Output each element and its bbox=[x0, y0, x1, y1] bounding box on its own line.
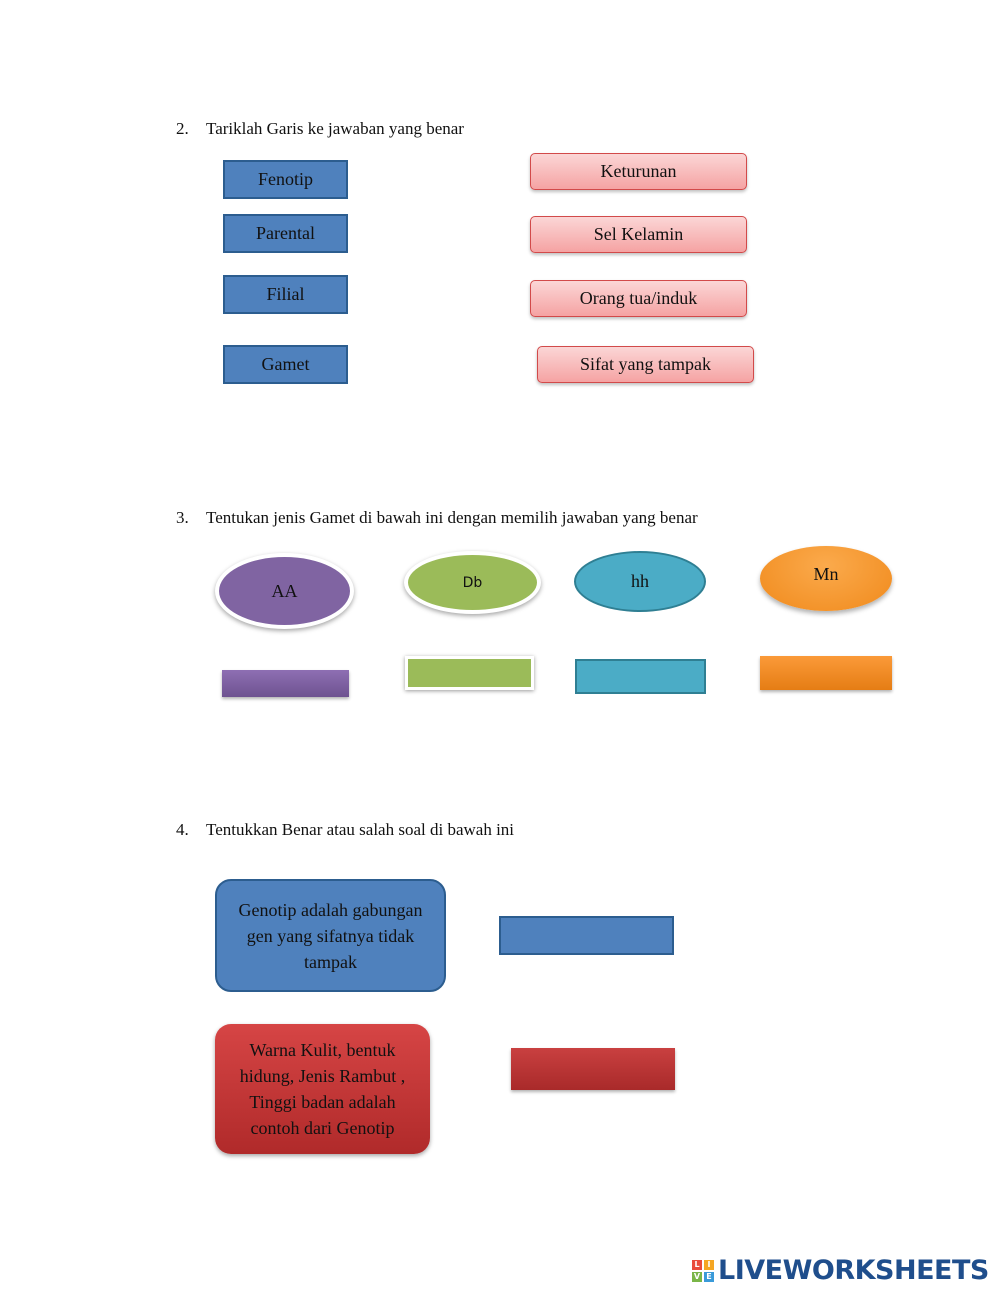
match-right-orang-tua[interactable] bbox=[530, 280, 747, 317]
match-label: Keturunan bbox=[600, 161, 677, 181]
match-left-fenotip[interactable] bbox=[223, 160, 348, 199]
match-right-sifat-tampak[interactable] bbox=[537, 346, 754, 383]
answer-box-db[interactable] bbox=[405, 656, 534, 690]
match-label: Sel Kelamin bbox=[593, 224, 684, 244]
statement-text: Genotip adalah gabungan gen yang sifatnya tidak tampak bbox=[238, 899, 423, 972]
match-right-keturunan[interactable] bbox=[530, 153, 747, 190]
genotype-label: AA bbox=[271, 580, 298, 601]
question-text: Tentukkan Benar atau salah soal di bawah ini bbox=[206, 820, 515, 839]
statement-1 bbox=[215, 879, 446, 992]
question-text: Tariklah Garis ke jawaban yang benar bbox=[206, 119, 464, 138]
logo-mark-letter: V bbox=[693, 1271, 701, 1281]
genotype-label: hh bbox=[631, 571, 649, 591]
genotype-label: Db bbox=[462, 574, 483, 591]
logo-mark-letter: I bbox=[704, 1260, 714, 1270]
genotype-label: Mn bbox=[813, 564, 839, 584]
statement-2 bbox=[215, 1024, 430, 1154]
question-2-title bbox=[176, 119, 464, 139]
answer-box-mn[interactable] bbox=[760, 656, 892, 690]
logo-mark-icon bbox=[692, 1260, 714, 1282]
genotype-ellipse-hh bbox=[574, 551, 706, 612]
match-label: Gamet bbox=[261, 354, 310, 374]
question-text: Tentukan jenis Gamet di bawah ini dengan memilih jawaban yang benar bbox=[206, 508, 698, 527]
question-number: 4. bbox=[176, 820, 189, 839]
answer-box-aa[interactable] bbox=[222, 670, 349, 697]
match-left-gamet[interactable] bbox=[223, 345, 348, 384]
true-false-answer-1[interactable] bbox=[499, 916, 674, 955]
match-right-sel-kelamin[interactable] bbox=[530, 216, 747, 253]
match-label: Fenotip bbox=[257, 169, 313, 189]
brand-name: LIVEWORKSHEETS bbox=[718, 1255, 989, 1286]
question-number: 2. bbox=[176, 119, 189, 138]
answer-box-hh[interactable] bbox=[575, 659, 706, 694]
match-left-parental[interactable] bbox=[223, 214, 348, 253]
genotype-ellipse-mn bbox=[760, 546, 892, 611]
match-label: Parental bbox=[256, 223, 315, 243]
question-4-title bbox=[176, 820, 514, 840]
question-3-title bbox=[176, 508, 698, 528]
match-label: Orang tua/induk bbox=[579, 288, 698, 308]
genotype-ellipse-aa bbox=[215, 553, 354, 629]
match-label: Sifat yang tampak bbox=[580, 354, 711, 374]
question-number: 3. bbox=[176, 508, 189, 527]
statement-text: Warna Kulit, bentuk hidung, Jenis Rambut , Tinggi badan adalah contoh dari Genotip bbox=[239, 1040, 406, 1138]
match-left-filial[interactable] bbox=[223, 275, 348, 314]
match-label: Filial bbox=[266, 284, 305, 304]
liveworksheets-logo bbox=[692, 1255, 989, 1286]
true-false-answer-2[interactable] bbox=[511, 1048, 675, 1090]
logo-mark-letter: E bbox=[704, 1272, 714, 1282]
genotype-ellipse-db bbox=[404, 551, 541, 614]
logo-mark-letter: L bbox=[692, 1260, 702, 1270]
